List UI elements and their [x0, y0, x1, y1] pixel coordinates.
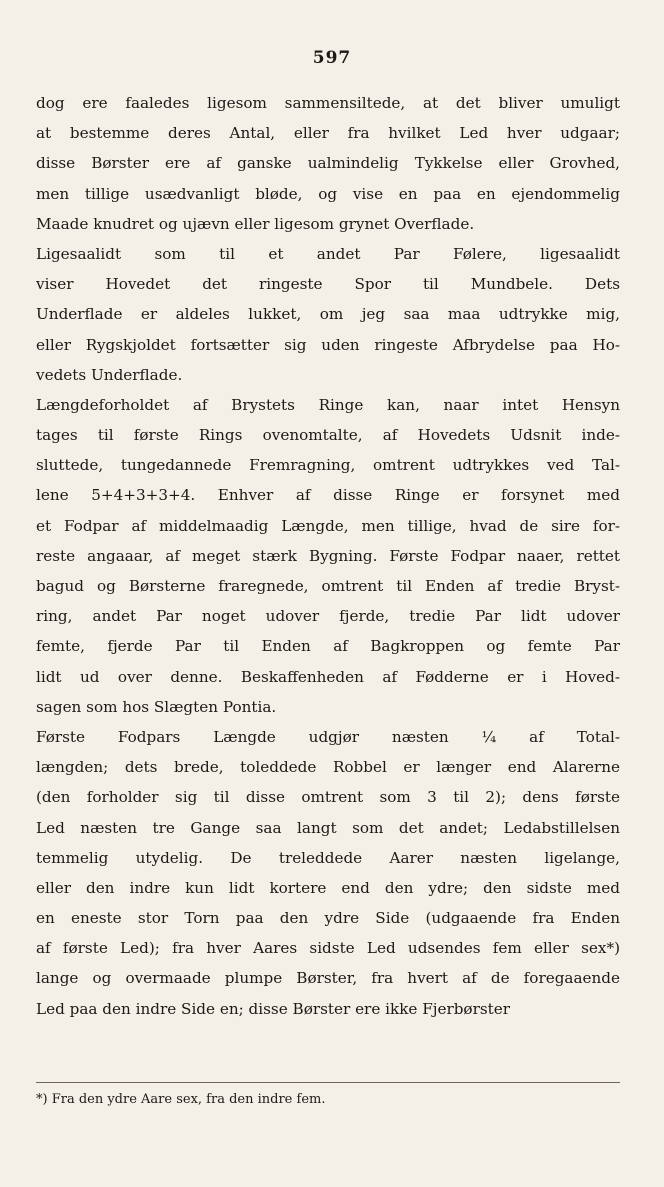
- body-text: [36, 88, 620, 1024]
- text-line: femte, fjerde Par til Enden af Bagkroppen og femte Par: [36, 637, 620, 656]
- text-line: Underflade er aldeles lukket, om jeg saa maa udtrykke mig,: [36, 305, 620, 324]
- text-line: lange og overmaade plumpe Børster, fra hvert af de foregaaende: [36, 969, 620, 988]
- text-line: Maade knudret og ujævn eller ligesom grynet Overflade.: [36, 214, 475, 233]
- footnote-divider: [36, 1082, 620, 1083]
- text-line: Led paa den indre Side en; disse Børster ere ikke Fjerbørster: [36, 999, 510, 1018]
- text-line: disse Børster ere af ganske ualmindelig Tykkelse eller Grovhed,: [36, 154, 620, 173]
- text-line: Ligesaalidt som til et andet Par Følere, ligesaalidt: [36, 244, 620, 263]
- text-line: Første Fodpars Længde udgjør næsten ¼ af Total-: [36, 727, 620, 746]
- text-line: vedets Underflade.: [36, 365, 183, 384]
- text-line: Led næsten tre Gange saa langt som det andet; Ledabstillelsen: [36, 818, 620, 837]
- text-line: af første Led); fra hver Aares sidste Led udsendes fem eller sex*): [36, 939, 620, 958]
- text-line: lene 5+4+3+3+4. Enhver af disse Ringe er forsynet med: [36, 486, 620, 505]
- text-line: lidt ud over denne. Beskaffenheden af Fødderne er i Hoved-: [36, 667, 620, 686]
- text-line: dog ere faaledes ligesom sammensiltede, at det bliver umuligt: [36, 94, 620, 112]
- text-line: ring, andet Par noget udover fjerde, tredie Par lidt udover: [36, 607, 620, 626]
- text-line: viser Hovedet det ringeste Spor til Mundbele. Dets: [36, 275, 620, 294]
- text-line: tages til første Rings ovenomtalte, af Hovedets Udsnit inde-: [36, 426, 620, 445]
- text-line: eller Rygskjoldet fortsætter sig uden ringeste Afbrydelse paa Ho-: [36, 335, 620, 354]
- text-line: sluttede, tungedannede Fremragning, omtrent udtrykkes ved Tal-: [36, 456, 620, 475]
- text-line: sagen som hos Slægten Pontia.: [36, 697, 277, 716]
- text-line: en eneste stor Torn paa den ydre Side (udgaaende fra Enden: [36, 909, 620, 928]
- text-line: reste angaaar, af meget stærk Bygning. Første Fodpar naaer, rettet: [36, 546, 620, 565]
- text-line: eller den indre kun lidt kortere end den ydre; den sidste med: [36, 878, 620, 897]
- footnote: *) Fra den ydre Aare sex, fra den indre fem.: [36, 1092, 326, 1107]
- text-line: at bestemme deres Antal, eller fra hvilket Led hver udgaar;: [36, 124, 620, 143]
- text-line: temmelig utydelig. De treleddede Aarer næsten ligelange,: [36, 848, 620, 867]
- text-line: bagud og Børsterne fraregnede, omtrent til Enden af tredie Bryst-: [36, 577, 620, 595]
- text-line: længden; dets brede, toleddede Robbel er længer end Alarerne: [36, 758, 620, 777]
- text-line: (den forholder sig til disse omtrent som 3 til 2); dens første: [36, 788, 620, 807]
- page-number: 597: [312, 48, 352, 68]
- text-line: men tillige usædvanligt bløde, og vise en paa en ejendommelig: [36, 184, 620, 203]
- text-line: et Fodpar af middelmaadig Længde, men tillige, hvad de sire for-: [36, 516, 620, 535]
- text-line: Længdeforholdet af Brystets Ringe kan, naar intet Hensyn: [36, 395, 620, 414]
